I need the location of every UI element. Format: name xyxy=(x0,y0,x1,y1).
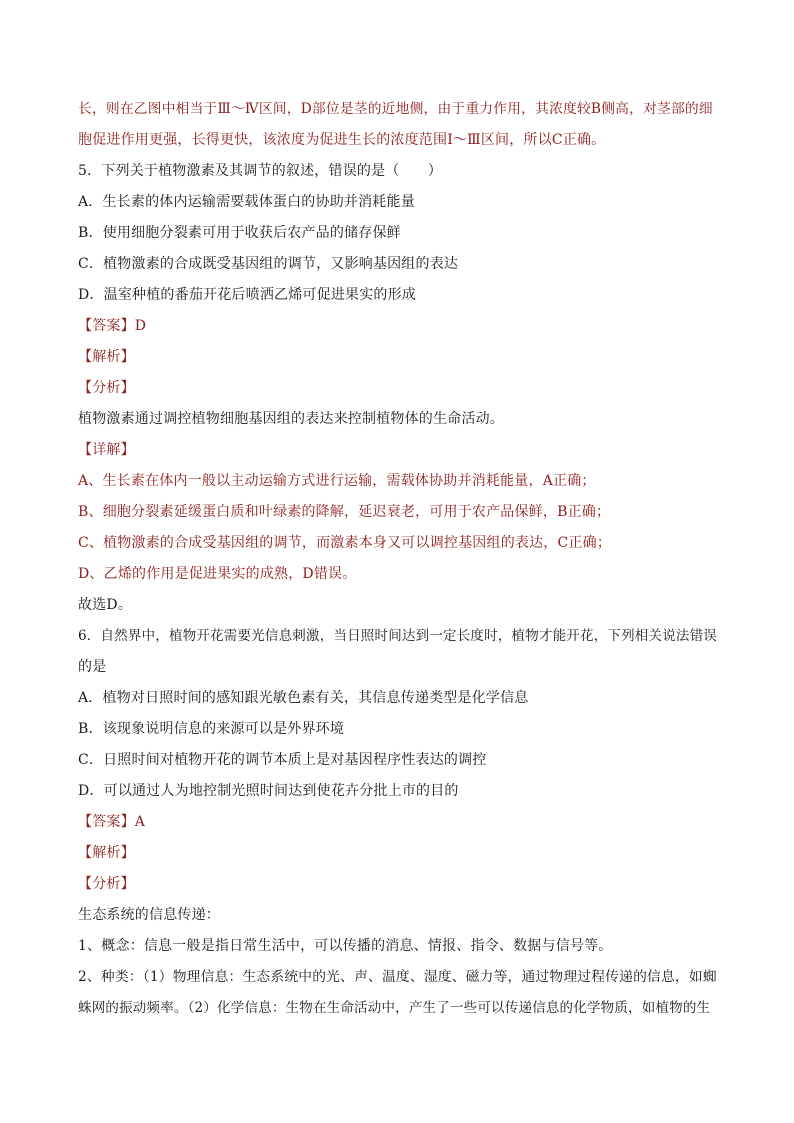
analysis-text: 植物激素通过调控植物细胞基因组的表达来控制植物体的生命活动。 xyxy=(78,411,504,427)
question-6-option-b: B．该现象说明信息的来源可以是外界环境 xyxy=(78,721,345,737)
explanation-line: 长，则在乙图中相当于Ⅲ～Ⅳ区间，D部位是茎的近地侧，由于重力作用，其浓度较B侧高，对茎部的细 xyxy=(78,101,713,117)
question-6-option-d: D．可以通过人为地控制光照时间达到使花卉分批上市的目的 xyxy=(78,783,459,799)
final-choice: 故选D。 xyxy=(78,597,133,613)
answer-label: 【答案】D xyxy=(78,318,147,334)
analysis-heading: 【解析】 xyxy=(78,845,135,861)
document-page xyxy=(78,94,718,1024)
analysis-subheading: 【分析】 xyxy=(78,380,135,396)
question-6-stem-cont: 的是 xyxy=(78,659,107,675)
answer-label: 【答案】A xyxy=(78,814,146,830)
question-5-option-d: D．温室种植的番茄开花后喷洒乙烯可促进果实的形成 xyxy=(78,287,417,303)
detail-line-b: B、细胞分裂素延缓蛋白质和叶绿素的降解，延迟衰老，可用于农产品保鲜，B正确； xyxy=(78,504,611,520)
question-6-option-c: C．日照时间对植物开花的调节本质上是对基因程序性表达的调控 xyxy=(78,752,487,768)
detail-line-c: C、植物激素的合成受基因组的调节，而激素本身又可以调控基因组的表达，C正确； xyxy=(78,535,612,551)
question-6-option-a: A．植物对日照时间的感知跟光敏色素有关，其信息传递类型是化学信息 xyxy=(78,690,529,706)
question-5-option-c: C．植物激素的合成既受基因组的调节，又影响基因组的表达 xyxy=(78,256,459,272)
analysis-text: 1、概念：信息一般是指日常生活中，可以传播的消息、情报、指令、数据与信号等。 xyxy=(78,938,613,954)
analysis-heading: 【解析】 xyxy=(78,349,135,365)
analysis-text: 2、种类：（1）物理信息：生态系统中的光、声、温度、湿度、磁力等，通过物理过程传递的信息，如蜘 xyxy=(78,969,717,985)
question-5-stem: 5．下列关于植物激素及其调节的叙述，错误的是（ ） xyxy=(78,163,443,179)
analysis-text: 蛛网的振动频率。（2）化学信息：生物在生命活动中，产生了一些可以传递信息的化学物质，如植物的生 xyxy=(78,1000,711,1016)
explanation-line: 胞促进作用更强，长得更快，该浓度为促进生长的浓度范围Ⅰ～Ⅲ区间，所以C正确。 xyxy=(78,132,606,148)
detail-heading: 【详解】 xyxy=(78,442,135,458)
question-5-option-a: A．生长素的体内运输需要载体蛋白的协助并消耗能量 xyxy=(78,194,415,210)
analysis-subheading: 【分析】 xyxy=(78,876,135,892)
question-5-option-b: B．使用细胞分裂素可用于收获后农产品的储存保鲜 xyxy=(78,225,401,241)
question-6-stem: 6．自然界中，植物开花需要光信息刺激，当日照时间达到一定长度时，植物才能开花，下列相关说法错误 xyxy=(78,628,717,644)
detail-line-d: D、乙烯的作用是促进果实的成熟，D错误。 xyxy=(78,566,357,582)
analysis-text: 生态系统的信息传递： xyxy=(78,907,220,923)
detail-line-a: A、生长素在体内一般以主动运输方式进行运输，需载体协助并消耗能量，A正确； xyxy=(78,473,596,489)
